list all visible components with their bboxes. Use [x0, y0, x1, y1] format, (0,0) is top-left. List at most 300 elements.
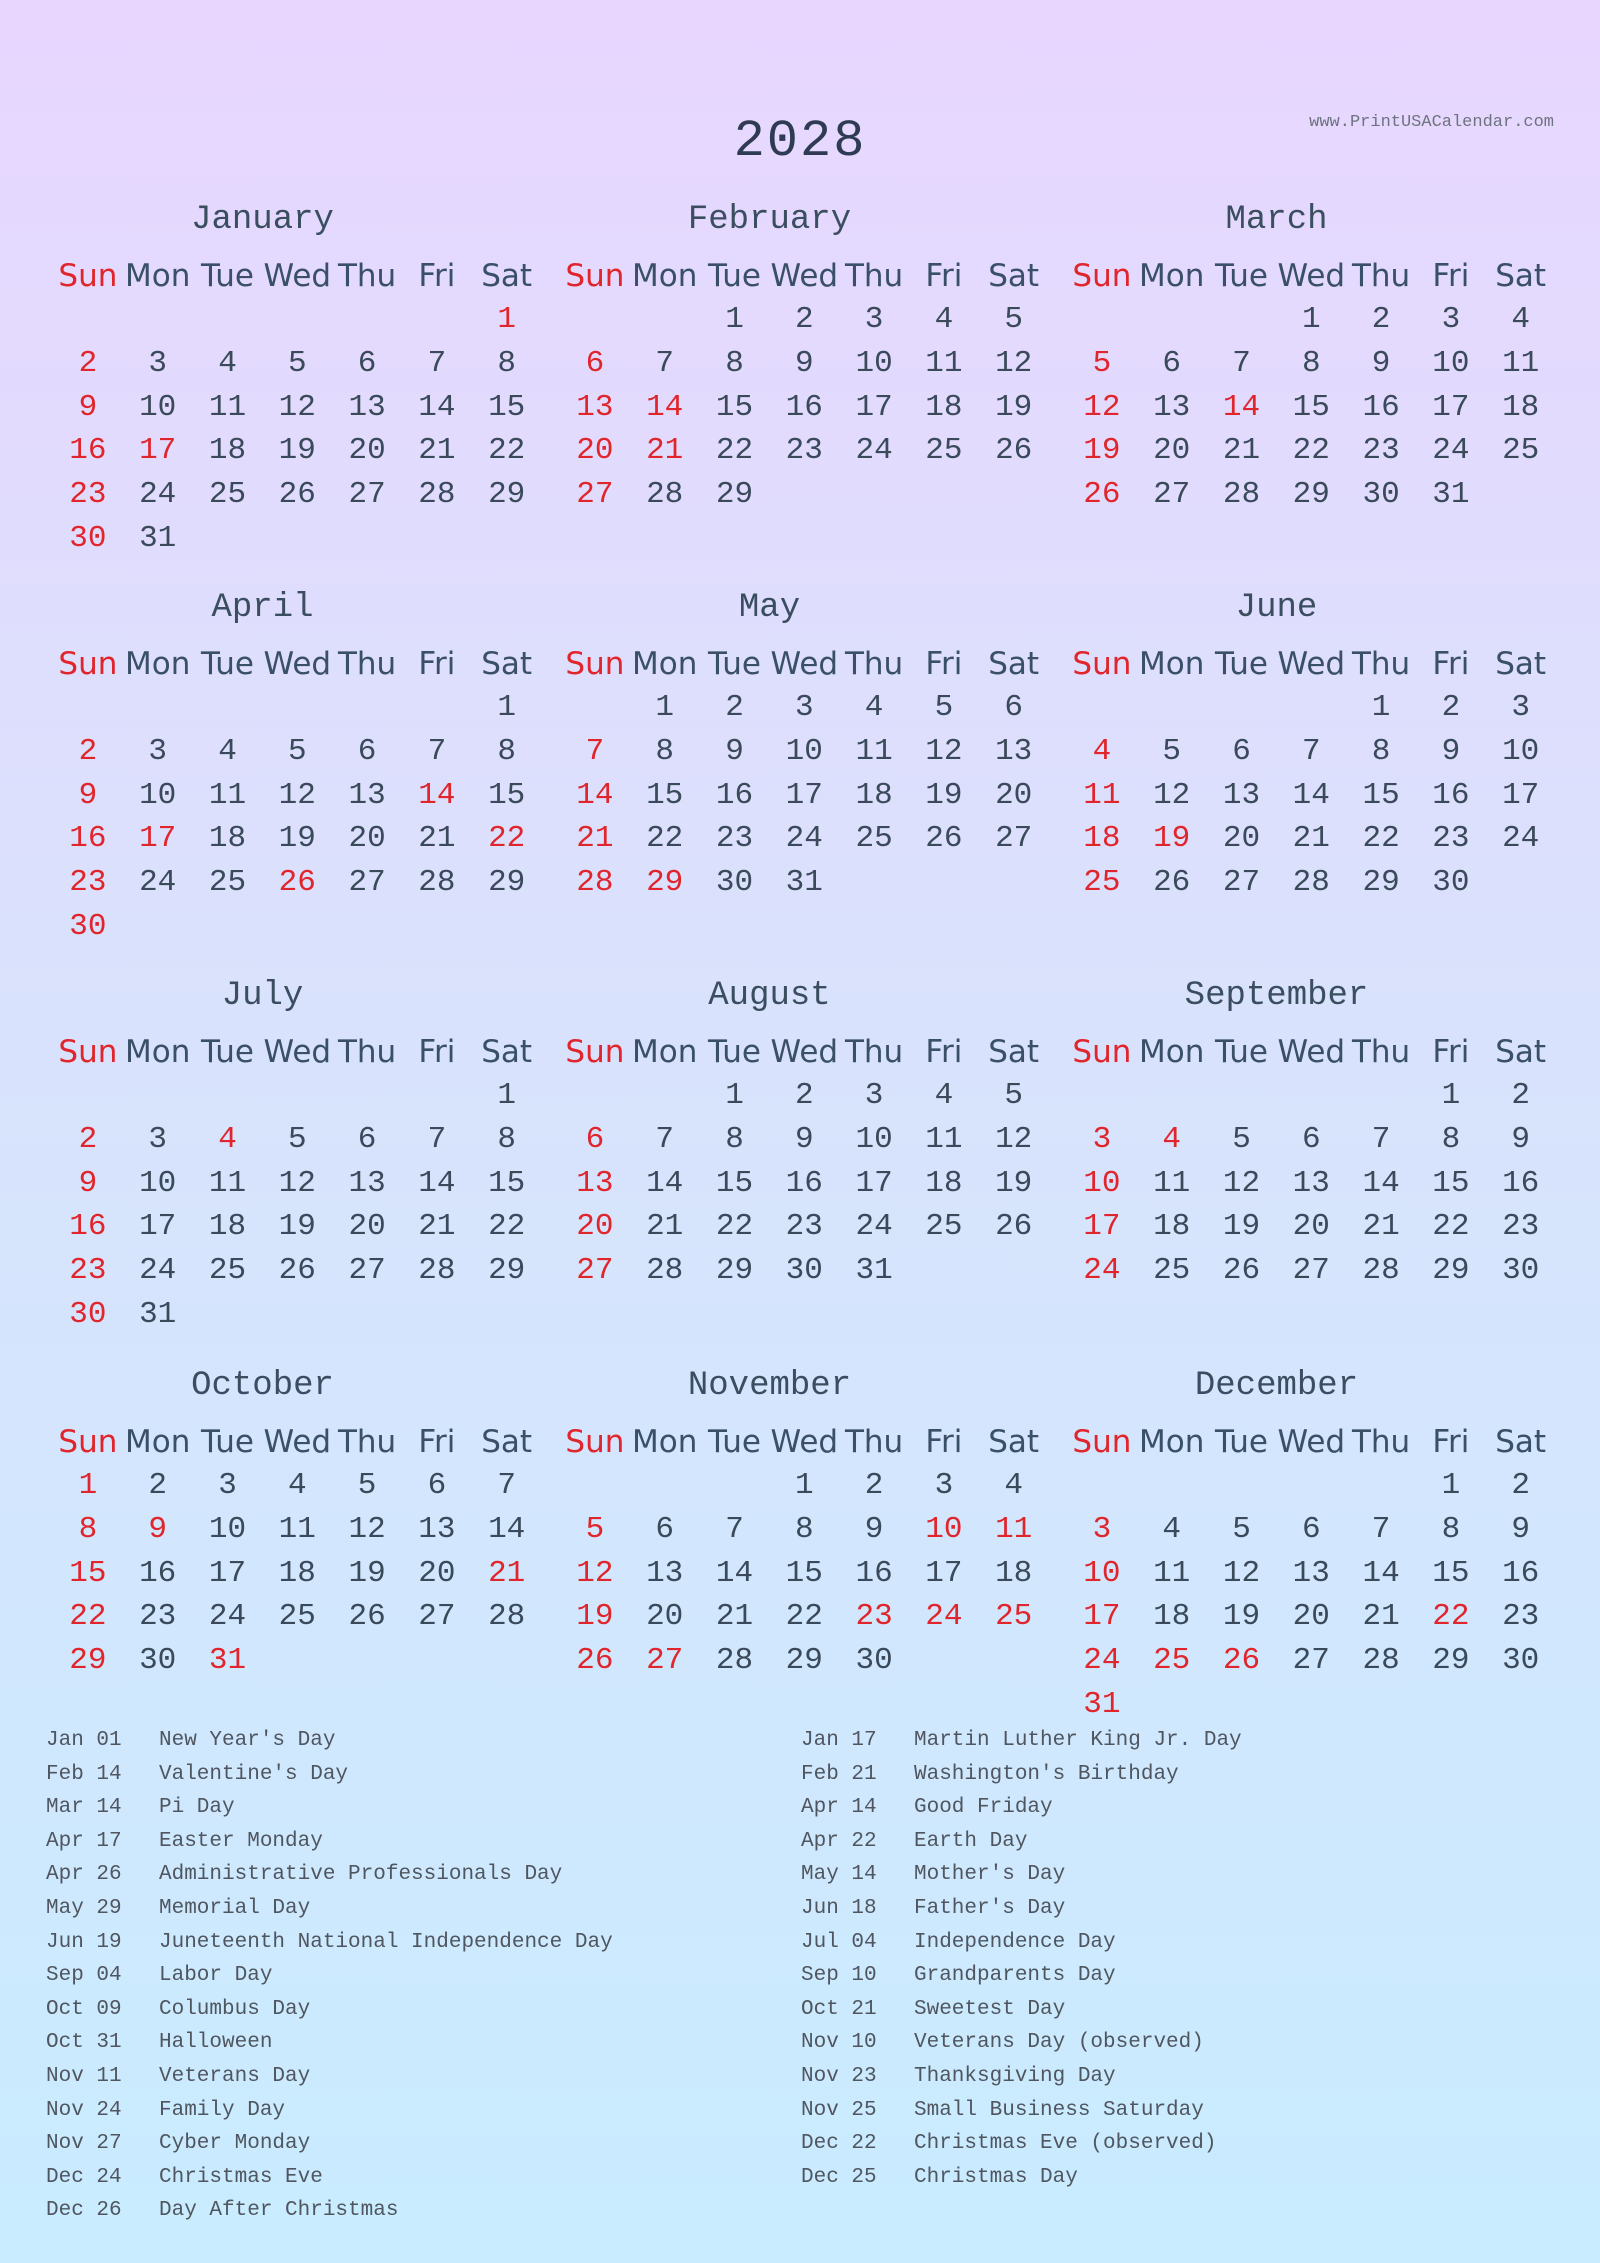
month-january: [8, 198, 533, 561]
weekday-header: Wed: [263, 1034, 332, 1070]
day-cell: 26: [278, 865, 316, 901]
holiday-row: [801, 1892, 1242, 1926]
weekday-header: Tue: [708, 646, 761, 682]
day-cell: 28: [1222, 477, 1261, 513]
weekday-header: Sat: [988, 258, 1040, 294]
day-cell: 11: [1083, 777, 1121, 813]
day-cell: 16: [69, 821, 107, 857]
month-day-grid: [1067, 254, 1547, 517]
holiday-name: Independence Day: [914, 1930, 1116, 1954]
day-cell: 21: [646, 1209, 684, 1245]
day-cell: 8: [1441, 1121, 1461, 1157]
weekday-header: Wed: [770, 646, 839, 682]
weekday-header: Tue: [201, 258, 254, 294]
month-day-grid: [1067, 642, 1547, 905]
day-cell: 13: [576, 1165, 614, 1201]
weekday-header: Wed: [1277, 258, 1346, 294]
day-cell: 27: [576, 1253, 614, 1289]
weekday-header: Thu: [1351, 258, 1411, 294]
day-cell: 30: [1502, 1643, 1540, 1679]
holiday-date: Jul 04: [801, 1930, 877, 1954]
day-cell: 19: [995, 1165, 1033, 1201]
day-cell: 13: [348, 777, 386, 813]
day-cell: 8: [725, 1121, 744, 1157]
day-cell: 23: [69, 477, 107, 513]
day-cell: 25: [1153, 1253, 1191, 1289]
day-cell: 24: [785, 821, 823, 857]
day-cell: 23: [69, 1253, 107, 1289]
day-cell: 14: [1362, 1165, 1400, 1201]
day-cell: 3: [864, 1078, 884, 1113]
day-cell: 30: [1362, 477, 1400, 513]
day-cell: 25: [208, 477, 247, 513]
holiday-row: [46, 1758, 613, 1792]
day-cell: 2: [1511, 1078, 1530, 1113]
day-cell: 21: [646, 433, 684, 469]
day-cell: 12: [1222, 1555, 1261, 1591]
day-cell: 1: [725, 302, 744, 337]
holiday-row: [801, 1993, 1242, 2027]
day-cell: 2: [78, 1121, 98, 1157]
day-cell: 6: [585, 345, 605, 381]
day-cell: 2: [725, 690, 744, 725]
holiday-column-left: [46, 1724, 613, 2228]
day-cell: 5: [1232, 1121, 1251, 1157]
holiday-row: [801, 2026, 1242, 2060]
day-cell: 18: [1502, 389, 1540, 425]
day-cell: 26: [1153, 865, 1191, 901]
day-cell: 30: [1432, 865, 1470, 901]
empty-day-cell: [700, 1464, 770, 1508]
empty-day-cell: [630, 1074, 700, 1118]
day-cell: 29: [785, 1643, 823, 1679]
day-cell: 19: [1153, 821, 1191, 857]
holiday-name: Valentine's Day: [159, 1762, 349, 1786]
holiday-name: Memorial Day: [159, 1896, 311, 1920]
day-cell: 9: [1511, 1121, 1530, 1157]
month-day-grid: [560, 1420, 1040, 1683]
day-cell: 11: [995, 1511, 1033, 1547]
holiday-date: Oct 09: [46, 1997, 122, 2021]
day-cell: 18: [278, 1555, 316, 1591]
weekday-header: Fri: [1432, 646, 1470, 682]
weekday-header: Sat: [988, 1034, 1040, 1070]
day-cell: 31: [855, 1253, 893, 1289]
day-cell: 10: [139, 1165, 177, 1201]
weekday-header: Wed: [1277, 1034, 1346, 1070]
day-cell: 28: [646, 1253, 684, 1289]
month-october: [8, 1364, 533, 1683]
holiday-date: Nov 23: [801, 2064, 877, 2088]
day-cell: 4: [1162, 1121, 1181, 1157]
holiday-row: [46, 2026, 613, 2060]
day-cell: 12: [348, 1511, 386, 1547]
day-cell: 13: [576, 389, 614, 425]
month-day-grid: [53, 1030, 533, 1337]
holiday-name: Easter Monday: [159, 1829, 323, 1853]
day-cell: 6: [357, 1121, 377, 1157]
day-cell: 14: [1292, 777, 1330, 813]
day-cell: 14: [418, 389, 456, 425]
day-cell: 17: [1083, 1209, 1121, 1245]
day-cell: 5: [1004, 1078, 1023, 1113]
weekday-header: Mon: [1139, 646, 1205, 682]
empty-day-cell: [1207, 298, 1277, 342]
day-cell: 28: [488, 1599, 526, 1635]
holiday-row: [801, 2060, 1242, 2094]
day-cell: 16: [785, 389, 823, 425]
holiday-name: Day After Christmas: [159, 2199, 399, 2223]
day-cell: 24: [1432, 433, 1470, 469]
empty-day-cell: [1067, 298, 1137, 342]
day-cell: 24: [1502, 821, 1540, 857]
weekday-header: Mon: [632, 646, 698, 682]
weekday-header: Fri: [1432, 1034, 1470, 1070]
empty-day-cell: [1067, 1464, 1137, 1508]
day-cell: 3: [934, 1468, 954, 1503]
month-title: December: [1194, 1367, 1359, 1405]
empty-day-cell: [332, 298, 402, 342]
day-cell: 10: [1502, 733, 1540, 769]
day-cell: 19: [925, 777, 963, 813]
day-cell: 1: [78, 1468, 98, 1503]
day-cell: 20: [1292, 1599, 1330, 1635]
day-cell: 22: [69, 1599, 107, 1635]
day-cell: 19: [1222, 1599, 1261, 1635]
day-cell: 27: [576, 477, 614, 513]
day-cell: 24: [855, 1209, 893, 1245]
day-cell: 18: [1153, 1599, 1191, 1635]
day-cell: 5: [1232, 1511, 1251, 1547]
day-cell: 16: [1362, 389, 1400, 425]
day-cell: 29: [1432, 1253, 1470, 1289]
day-cell: 1: [1301, 302, 1321, 337]
day-cell: 9: [794, 345, 814, 381]
day-cell: 28: [715, 1643, 754, 1679]
day-cell: 22: [1432, 1599, 1470, 1635]
weekday-header: Mon: [1139, 1034, 1205, 1070]
holiday-date: Dec 24: [46, 2165, 122, 2189]
day-cell: 4: [864, 690, 884, 725]
holiday-name: Administrative Professionals Day: [159, 1863, 563, 1887]
day-cell: 18: [1083, 821, 1121, 857]
day-cell: 13: [1153, 389, 1191, 425]
day-cell: 14: [418, 1165, 456, 1201]
weekday-header: Wed: [770, 258, 839, 294]
day-cell: 2: [1371, 302, 1391, 337]
holiday-date: Apr 22: [801, 1829, 877, 1853]
empty-day-cell: [332, 1074, 402, 1118]
day-cell: 7: [585, 733, 605, 769]
day-cell: 19: [1083, 433, 1121, 469]
day-cell: 28: [576, 865, 614, 901]
empty-day-cell: [193, 686, 263, 730]
day-cell: 28: [646, 477, 684, 513]
weekday-header: Mon: [1139, 258, 1205, 294]
month-title: August: [708, 977, 831, 1015]
day-cell: 13: [348, 389, 386, 425]
day-cell: 1: [794, 1468, 814, 1503]
holiday-date: Jun 18: [801, 1896, 877, 1920]
day-cell: 4: [287, 1468, 307, 1503]
day-cell: 11: [925, 1121, 963, 1157]
weekday-header: Wed: [263, 258, 332, 294]
empty-day-cell: [560, 686, 630, 730]
day-cell: 14: [646, 389, 684, 425]
month-day-grid: [53, 254, 533, 561]
holiday-row: [801, 1758, 1242, 1792]
day-cell: 17: [925, 1555, 963, 1591]
day-cell: 15: [785, 1555, 823, 1591]
month-day-grid: [560, 254, 1040, 517]
day-cell: 23: [785, 433, 823, 469]
holiday-row: [46, 2060, 613, 2094]
day-cell: 29: [1292, 477, 1330, 513]
holiday-row: [46, 1959, 613, 1993]
day-cell: 24: [139, 477, 177, 513]
holiday-date: Oct 21: [801, 1997, 877, 2021]
empty-day-cell: [1137, 686, 1207, 730]
weekday-header: Thu: [337, 1034, 397, 1070]
day-cell: 26: [1222, 1643, 1261, 1679]
day-cell: 6: [1162, 345, 1181, 381]
day-cell: 6: [1301, 1511, 1321, 1547]
day-cell: 3: [148, 733, 167, 769]
day-cell: 9: [1441, 733, 1461, 769]
day-cell: 7: [1371, 1121, 1391, 1157]
weekday-header: Fri: [418, 1424, 456, 1460]
day-cell: 6: [1301, 1121, 1321, 1157]
weekday-header: Thu: [337, 258, 397, 294]
weekday-header: Mon: [125, 1034, 191, 1070]
day-cell: 14: [1222, 389, 1261, 425]
day-cell: 11: [208, 389, 247, 425]
holiday-row: [801, 1959, 1242, 1993]
day-cell: 22: [1432, 1209, 1470, 1245]
day-cell: 26: [925, 821, 963, 857]
website-url[interactable]: www.PrintUSACalendar.com: [1309, 113, 1554, 132]
weekday-header: Tue: [201, 1034, 254, 1070]
day-cell: 1: [497, 690, 516, 725]
empty-day-cell: [53, 298, 123, 342]
day-cell: 12: [278, 777, 316, 813]
month-title: June: [1235, 589, 1318, 627]
day-cell: 12: [995, 1121, 1033, 1157]
day-cell: 25: [1502, 433, 1540, 469]
holiday-date: Nov 10: [801, 2031, 877, 2055]
holiday-row: [801, 1724, 1242, 1758]
weekday-header: Thu: [1351, 1424, 1411, 1460]
day-cell: 10: [925, 1511, 963, 1547]
holiday-date: Nov 27: [46, 2132, 122, 2156]
day-cell: 27: [348, 1253, 386, 1289]
weekday-header: Sat: [481, 646, 533, 682]
day-cell: 12: [278, 1165, 316, 1201]
day-cell: 15: [1432, 1555, 1470, 1591]
day-cell: 2: [78, 733, 98, 769]
holiday-date: Nov 11: [46, 2064, 122, 2088]
weekday-header: Sun: [58, 258, 118, 294]
holiday-row: [46, 2161, 613, 2195]
day-cell: 4: [934, 1078, 954, 1113]
day-cell: 13: [418, 1511, 456, 1547]
day-cell: 28: [418, 477, 456, 513]
empty-day-cell: [1346, 1464, 1416, 1508]
day-cell: 18: [208, 433, 247, 469]
day-cell: 14: [576, 777, 614, 813]
month-title: September: [1184, 977, 1369, 1015]
day-cell: 1: [725, 1078, 744, 1113]
day-cell: 8: [1371, 733, 1391, 769]
weekday-header: Tue: [1215, 1424, 1268, 1460]
month-day-grid: [560, 1030, 1040, 1293]
day-cell: 19: [576, 1599, 614, 1635]
empty-day-cell: [402, 298, 472, 342]
day-cell: 27: [348, 865, 386, 901]
weekday-header: Sat: [481, 1034, 533, 1070]
day-cell: 15: [69, 1555, 107, 1591]
day-cell: 30: [69, 908, 107, 944]
weekday-header: Sat: [1495, 1034, 1547, 1070]
empty-day-cell: [53, 686, 123, 730]
day-cell: 1: [497, 302, 516, 337]
holiday-name: Pi Day: [159, 1796, 235, 1820]
holiday-row: [801, 2127, 1242, 2161]
day-cell: 3: [148, 1121, 167, 1157]
day-cell: 25: [925, 433, 963, 469]
calendar-year-title: 2028: [733, 112, 867, 171]
day-cell: 8: [497, 345, 516, 381]
day-cell: 4: [1162, 1511, 1181, 1547]
day-cell: 24: [855, 433, 893, 469]
day-cell: 20: [348, 433, 386, 469]
holiday-row: [46, 1858, 613, 1892]
holiday-row: [46, 2094, 613, 2128]
day-cell: 3: [794, 690, 814, 725]
holiday-name: Good Friday: [914, 1796, 1053, 1820]
day-cell: 1: [655, 690, 674, 725]
day-cell: 30: [1502, 1253, 1540, 1289]
empty-day-cell: [332, 686, 402, 730]
weekday-header: Sun: [1072, 646, 1132, 682]
day-cell: 24: [1083, 1643, 1121, 1679]
day-cell: 5: [934, 690, 954, 725]
day-cell: 23: [1432, 821, 1470, 857]
day-cell: 26: [1083, 477, 1121, 513]
holiday-date: May 29: [46, 1896, 122, 1920]
day-cell: 18: [1153, 1209, 1191, 1245]
month-title: May: [738, 589, 801, 627]
day-cell: 11: [278, 1511, 316, 1547]
month-february: [515, 198, 1040, 517]
day-cell: 18: [208, 821, 247, 857]
holiday-row: [46, 1892, 613, 1926]
day-cell: 4: [1511, 302, 1530, 337]
day-cell: 4: [218, 345, 237, 381]
day-cell: 22: [715, 433, 754, 469]
holiday-date: Feb 21: [801, 1762, 877, 1786]
day-cell: 31: [139, 1296, 177, 1332]
day-cell: 21: [418, 433, 456, 469]
day-cell: 10: [855, 345, 893, 381]
empty-day-cell: [1137, 1074, 1207, 1118]
day-cell: 27: [646, 1643, 684, 1679]
weekday-header: Tue: [1215, 646, 1268, 682]
holiday-date: Feb 14: [46, 1762, 122, 1786]
empty-day-cell: [630, 1464, 700, 1508]
empty-day-cell: [560, 298, 630, 342]
day-cell: 26: [278, 1253, 316, 1289]
day-cell: 16: [1432, 777, 1470, 813]
day-cell: 9: [1511, 1511, 1530, 1547]
day-cell: 26: [995, 433, 1033, 469]
day-cell: 9: [794, 1121, 814, 1157]
weekday-header: Sat: [1495, 646, 1547, 682]
day-cell: 20: [1153, 433, 1191, 469]
month-title: February: [687, 201, 852, 239]
weekday-header: Thu: [844, 1034, 904, 1070]
day-cell: 12: [1083, 389, 1121, 425]
day-cell: 10: [139, 777, 177, 813]
holiday-name: Columbus Day: [159, 1997, 311, 2021]
day-cell: 22: [785, 1599, 823, 1635]
day-cell: 30: [715, 865, 754, 901]
weekday-header: Wed: [263, 1424, 332, 1460]
month-august: [515, 974, 1040, 1293]
day-cell: 10: [1083, 1165, 1121, 1201]
weekday-header: Thu: [1351, 646, 1411, 682]
day-cell: 19: [278, 821, 316, 857]
holiday-name: Martin Luther King Jr. Day: [914, 1729, 1242, 1752]
day-cell: 15: [715, 389, 754, 425]
month-may: [515, 586, 1040, 905]
weekday-header: Tue: [201, 1424, 254, 1460]
weekday-header: Mon: [125, 258, 191, 294]
day-cell: 25: [208, 1253, 247, 1289]
day-cell: 11: [855, 733, 893, 769]
holiday-date: Apr 14: [801, 1796, 877, 1820]
holiday-name: Veterans Day: [159, 2064, 311, 2088]
day-cell: 18: [855, 777, 893, 813]
day-cell: 1: [1441, 1468, 1461, 1503]
day-cell: 4: [1004, 1468, 1023, 1503]
day-cell: 21: [1362, 1599, 1400, 1635]
holiday-date: Apr 26: [46, 1863, 122, 1887]
holiday-name: Labor Day: [159, 1964, 273, 1988]
holiday-row: [801, 1791, 1242, 1825]
weekday-header: Fri: [418, 1034, 456, 1070]
weekday-header: Thu: [844, 1424, 904, 1460]
day-cell: 17: [1083, 1599, 1121, 1635]
day-cell: 27: [418, 1599, 456, 1635]
day-cell: 8: [1301, 345, 1321, 381]
holiday-name: Washington's Birthday: [914, 1762, 1179, 1786]
weekday-header: Sat: [988, 646, 1040, 682]
day-cell: 11: [1153, 1555, 1191, 1591]
empty-day-cell: [1207, 1074, 1277, 1118]
day-cell: 9: [78, 777, 98, 813]
holiday-row: [801, 1825, 1242, 1859]
day-cell: 29: [715, 1253, 754, 1289]
holiday-date: Jun 19: [46, 1930, 122, 1954]
day-cell: 9: [78, 389, 98, 425]
day-cell: 31: [139, 520, 177, 556]
day-cell: 18: [925, 389, 963, 425]
day-cell: 8: [725, 345, 744, 381]
month-march: [1022, 198, 1547, 517]
holiday-name: Grandparents Day: [914, 1964, 1116, 1988]
holiday-date: Nov 24: [46, 2098, 122, 2122]
